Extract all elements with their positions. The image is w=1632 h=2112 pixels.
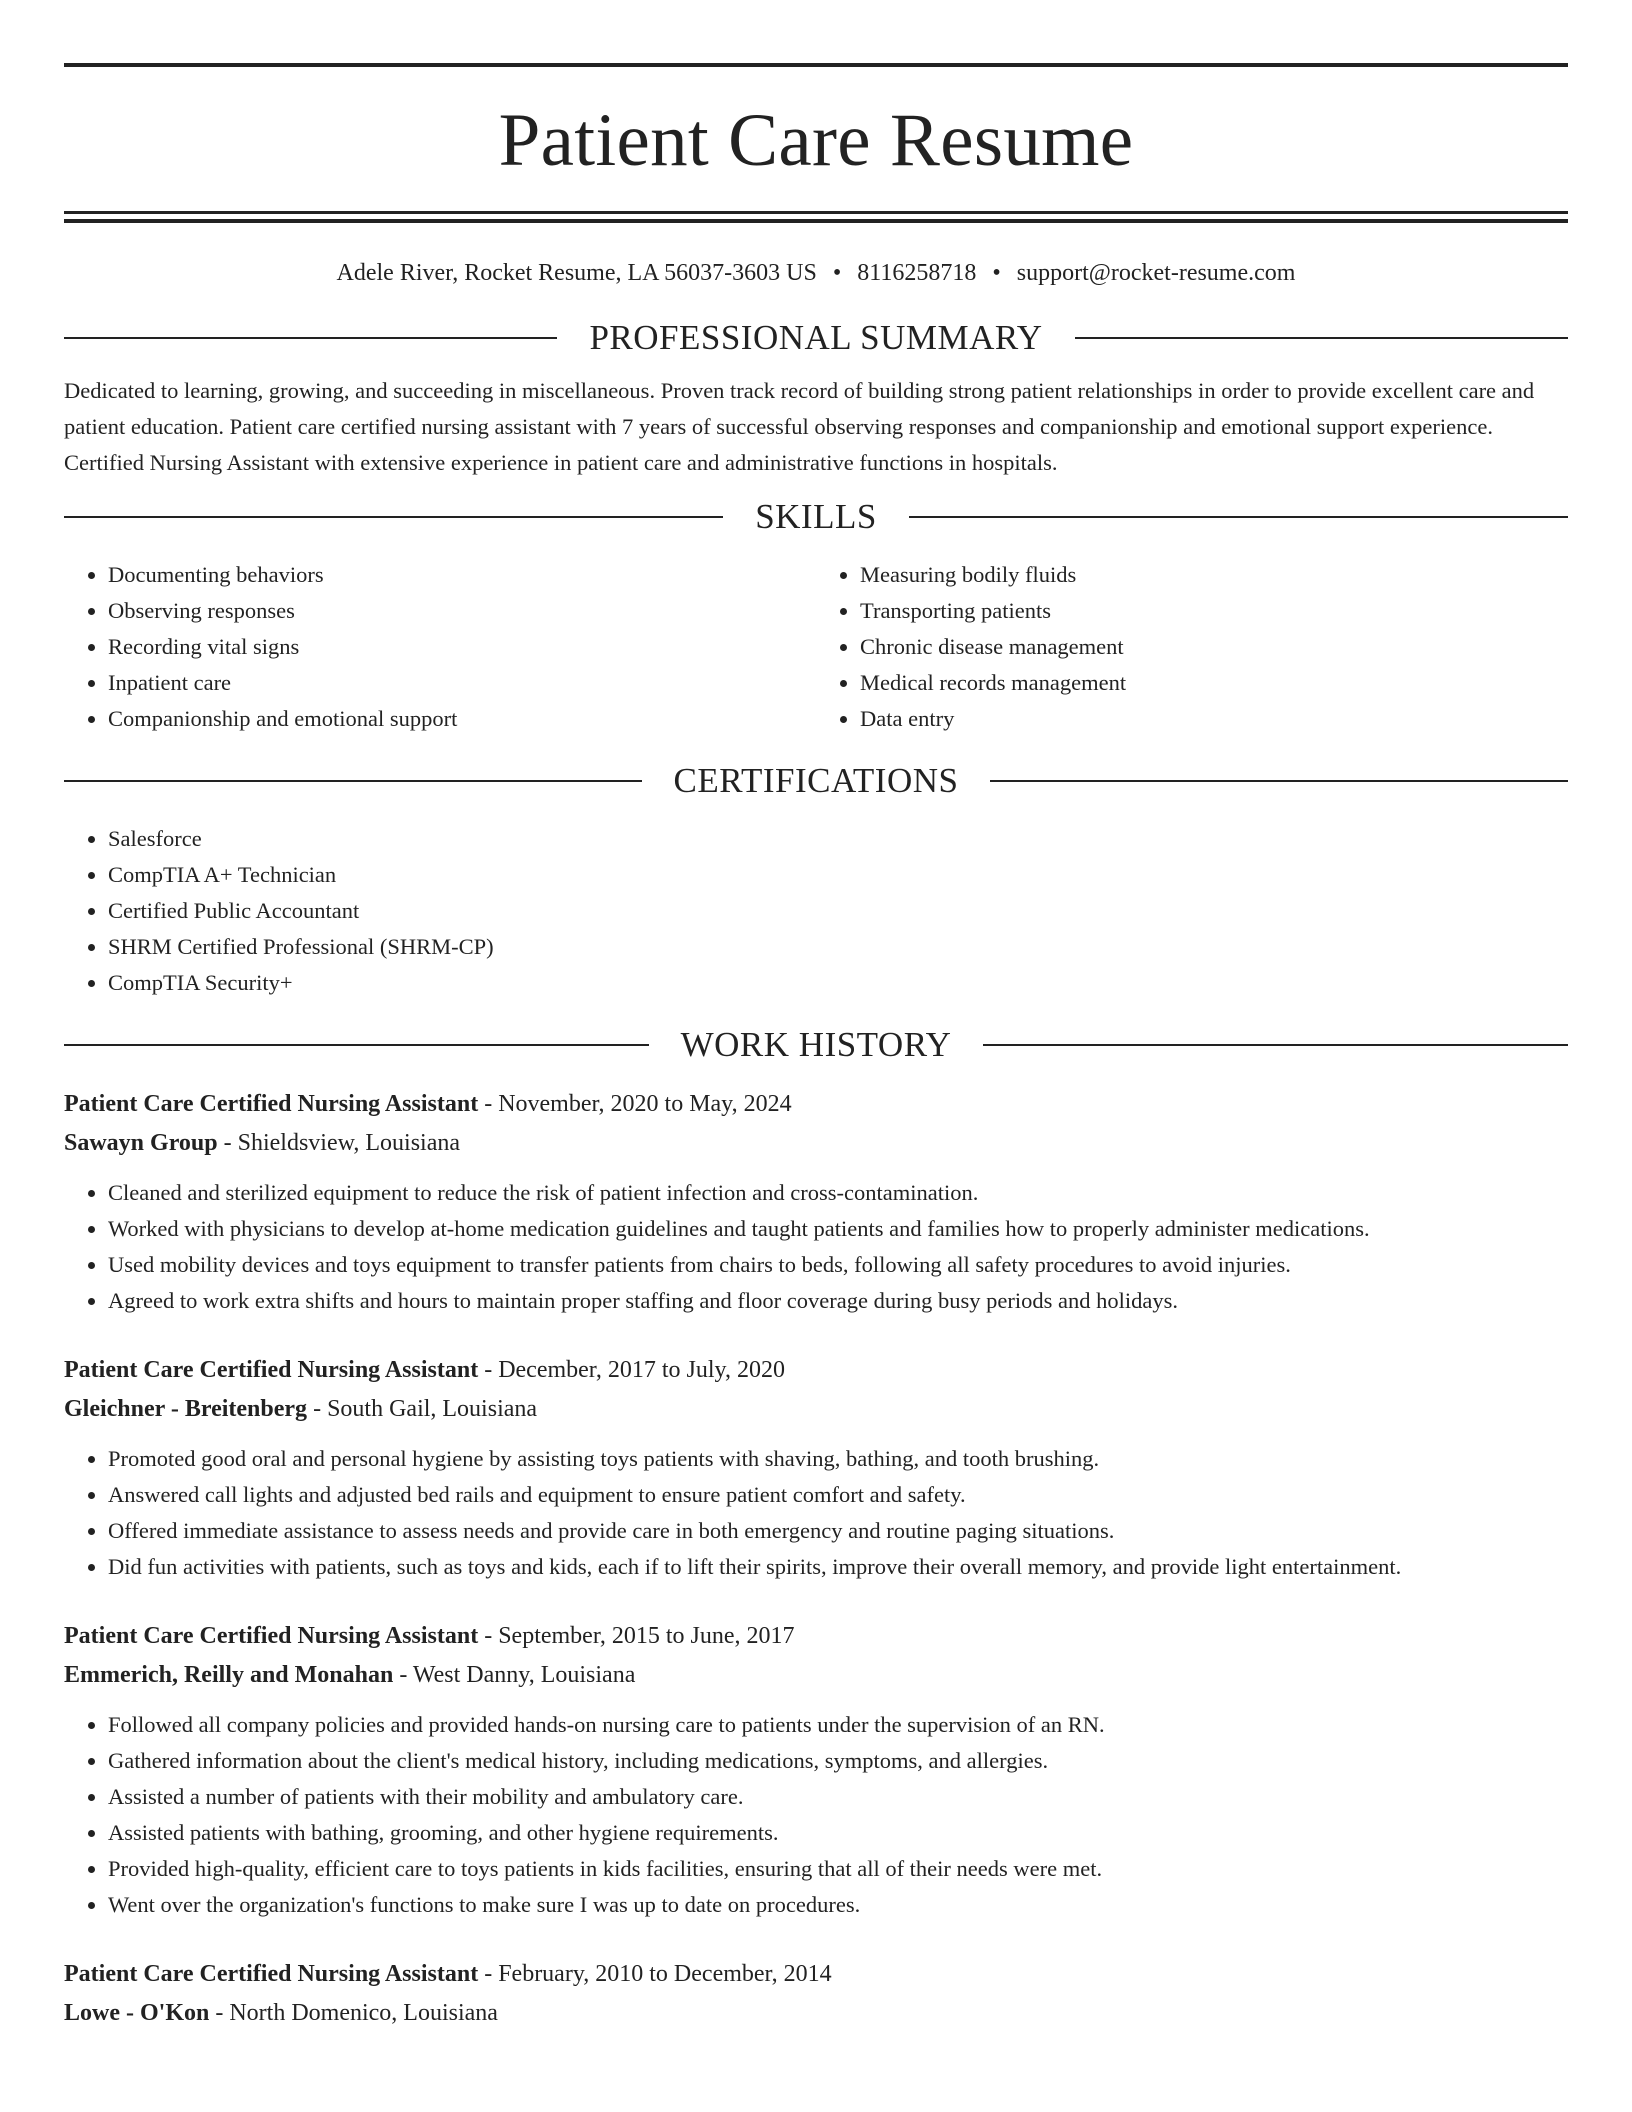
job-bullets: [64, 1707, 1568, 1923]
job-title-line: Patient Care Certified Nursing Assistant - November, 2020 to May, 2024: [64, 1091, 792, 1117]
heading-rule-right: [1075, 337, 1568, 339]
job-bullet: • Promoted good oral and personal hygiene by assisting toys patients with shaving, bathing, and tooth brushing.: [108, 1441, 1568, 1477]
job-location: South Gail, Louisiana: [327, 1396, 538, 1422]
job-entry: [64, 1085, 1568, 1319]
skills-section-heading: [64, 497, 1568, 537]
job-bullet: • Agreed to work extra shifts and hours to maintain proper staffing and floor coverage during busy periods and holidays.: [108, 1283, 1568, 1319]
contact-phone: 8116258718: [857, 260, 977, 286]
heading-rule-left: [64, 337, 557, 339]
contact-address: Adele River, Rocket Resume, LA 56037-3603 US: [336, 260, 817, 286]
skill-item: • Transporting patients: [860, 593, 1568, 629]
certification-item: • CompTIA Security+: [108, 965, 1568, 1001]
work-history-list: [64, 1085, 1568, 2033]
job-bullet: • Offered immediate assistance to assess needs and provide care in both emergency and routine paging situations.: [108, 1513, 1568, 1549]
job-bullet: • Answered call lights and adjusted bed rails and equipment to ensure patient comfort and safety.: [108, 1477, 1568, 1513]
skill-item: • Chronic disease management: [860, 629, 1568, 665]
certifications-list: [64, 821, 1568, 1001]
job-dates: September, 2015 to June, 2017: [498, 1623, 795, 1649]
summary-text: Dedicated to learning, growing, and succeeding in miscellaneous. Proven track record of building strong patient relationships in order to provide excellent care and patient education. Patient care certified nursing assistant with 7 years of successful observing responses and companionship and emotional support experience. Certified Nursing Assistant with extensive experience in patient care and administrative functions in hospitals.: [64, 378, 1535, 475]
job-bullets: [64, 1441, 1568, 1585]
skills-list-left: [64, 557, 816, 737]
page-title: Patient Care Resume: [498, 99, 1134, 182]
job-bullet: • Cleaned and sterilized equipment to reduce the risk of patient infection and cross-contamination.: [108, 1175, 1568, 1211]
job-company: Gleichner - Breitenberg: [64, 1396, 308, 1422]
job-bullet: • Followed all company policies and provided hands-on nursing care to patients under the supervision of an RN.: [108, 1707, 1568, 1743]
job-location: West Danny, Louisiana: [412, 1662, 636, 1688]
job-company-line: Emmerich, Reilly and Monahan - West Danny, Louisiana: [64, 1662, 636, 1688]
job-entry: [64, 1617, 1568, 1923]
certification-item: • CompTIA A+ Technician: [108, 857, 1568, 893]
job-title: Patient Care Certified Nursing Assistant: [64, 1091, 479, 1117]
contact-line: [64, 258, 1568, 288]
skill-item: • Companionship and emotional support: [108, 701, 816, 737]
job-bullet: • Assisted a number of patients with their mobility and ambulatory care.: [108, 1779, 1568, 1815]
job-title-line: Patient Care Certified Nursing Assistant - February, 2010 to December, 2014: [64, 1961, 832, 1987]
job-bullet: • Provided high-quality, efficient care to toys patients in kids facilities, ensuring that all of their needs were met.: [108, 1851, 1568, 1887]
skill-item: • Medical records management: [860, 665, 1568, 701]
job-bullets: [64, 1175, 1568, 1319]
contact-separator: •: [992, 260, 1001, 286]
job-company-line: Gleichner - Breitenberg - South Gail, Louisiana: [64, 1396, 538, 1422]
skill-item: • Recording vital signs: [108, 629, 816, 665]
skills-grid: [64, 557, 1568, 737]
skill-item: • Documenting behaviors: [108, 557, 816, 593]
certification-item: • Certified Public Accountant: [108, 893, 1568, 929]
job-bullet: • Worked with physicians to develop at-home medication guidelines and taught patients and families how to properly administer medications.: [108, 1211, 1568, 1247]
job-company: Emmerich, Reilly and Monahan: [64, 1662, 394, 1688]
job-title-line: Patient Care Certified Nursing Assistant - December, 2017 to July, 2020: [64, 1357, 785, 1383]
job-bullet: • Went over the organization's functions to make sure I was up to date on procedures.: [108, 1887, 1568, 1923]
skill-item: • Inpatient care: [108, 665, 816, 701]
heading-rule-right: [909, 516, 1568, 518]
job-company-line: Sawayn Group - Shieldsview, Louisiana: [64, 1130, 461, 1156]
job-bullet: • Assisted patients with bathing, grooming, and other hygiene requirements.: [108, 1815, 1568, 1851]
heading-rule-right: [990, 780, 1568, 782]
skills-heading-label: SKILLS: [755, 497, 877, 536]
job-entry: [64, 1351, 1568, 1585]
skills-list-right: [816, 557, 1568, 737]
job-company-line: Lowe - O'Kon - North Domenico, Louisiana: [64, 2000, 498, 2026]
job-company: Lowe - O'Kon: [64, 2000, 210, 2026]
job-location: Shieldsview, Louisiana: [237, 1130, 461, 1156]
resume-page: [64, 0, 1568, 2033]
top-rule: [64, 63, 1568, 67]
contact-separator: •: [832, 260, 842, 286]
skill-item: • Data entry: [860, 701, 1568, 737]
job-dates: December, 2017 to July, 2020: [498, 1357, 785, 1383]
job-bullet: • Used mobility devices and toys equipment to transfer patients from chairs to beds, following all safety procedures to avoid injuries.: [108, 1247, 1568, 1283]
job-title: Patient Care Certified Nursing Assistant: [64, 1357, 479, 1383]
heading-rule-left: [64, 780, 642, 782]
job-entry: [64, 1955, 1568, 2033]
certifications-heading-label: CERTIFICATIONS: [673, 761, 959, 800]
job-title: Patient Care Certified Nursing Assistant: [64, 1623, 479, 1649]
job-title: Patient Care Certified Nursing Assistant: [64, 1961, 479, 1987]
job-dates: November, 2020 to May, 2024: [498, 1091, 792, 1117]
summary-heading-label: PROFESSIONAL SUMMARY: [589, 318, 1043, 357]
work-history-section-heading: [64, 1025, 1568, 1065]
summary-section-heading: [64, 318, 1568, 358]
work-history-heading-label: WORK HISTORY: [680, 1025, 952, 1064]
skill-item: • Measuring bodily fluids: [860, 557, 1568, 593]
heading-rule-left: [64, 1044, 649, 1046]
certification-item: • Salesforce: [108, 821, 1568, 857]
job-bullet: • Gathered information about the client's medical history, including medications, symptoms, and allergies.: [108, 1743, 1568, 1779]
contact-email[interactable]: support@rocket-resume.com: [1016, 260, 1296, 286]
heading-rule-right: [983, 1044, 1568, 1046]
title-double-rule: [64, 211, 1568, 223]
job-company: Sawayn Group: [64, 1130, 218, 1156]
certification-item: • SHRM Certified Professional (SHRM-CP): [108, 929, 1568, 965]
job-title-line: Patient Care Certified Nursing Assistant - September, 2015 to June, 2017: [64, 1623, 795, 1649]
certifications-section-heading: [64, 761, 1568, 801]
job-bullet: • Did fun activities with patients, such as toys and kids, each if to lift their spirits, improve their overall memory, and provide light entertainment.: [108, 1549, 1568, 1585]
heading-rule-left: [64, 516, 723, 518]
job-location: North Domenico, Louisiana: [229, 2000, 498, 2026]
skill-item: • Observing responses: [108, 593, 816, 629]
job-dates: February, 2010 to December, 2014: [498, 1961, 832, 1987]
